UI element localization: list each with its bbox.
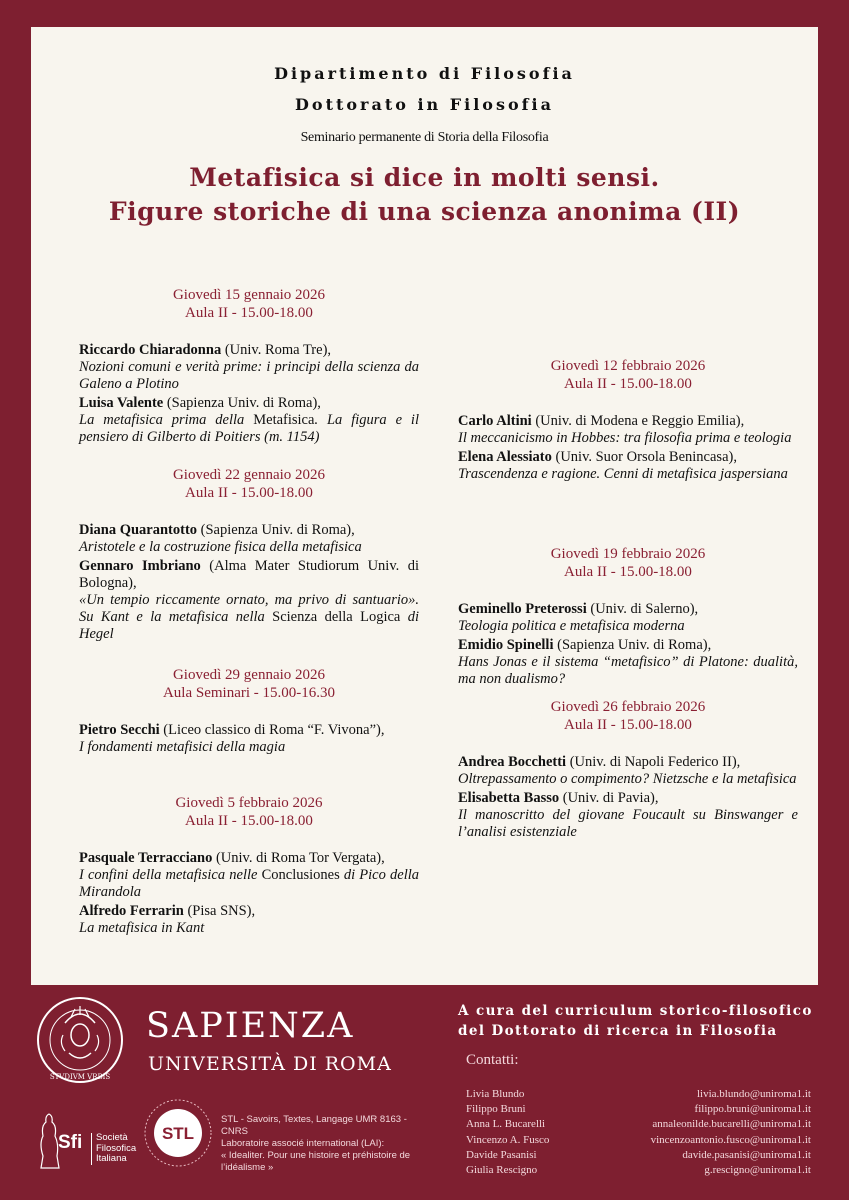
seminar-subtitle: Seminario permanente di Storia della Filosofia (300, 130, 549, 145)
talk-title: Trascendenza e ragione. Cenni di metafisica jaspersiana (458, 466, 788, 482)
contacts-list (466, 1087, 811, 1178)
session-room: Aula II - 15.00-18.00 (185, 813, 313, 829)
contact-email[interactable]: livia.blundo@uniroma1.it (696, 1088, 811, 1100)
sapienza-emblem-icon (35, 995, 125, 1085)
session-12-febbraio (458, 357, 798, 483)
contact-name: Davide Pasanisi (466, 1148, 537, 1161)
session-26-febbraio (458, 698, 798, 841)
contact-row (466, 1148, 811, 1163)
contact-email[interactable]: annaleonilde.bucarelli@uniroma1.it (652, 1118, 811, 1131)
contact-email[interactable]: g.rescigno@uniroma1.it (704, 1164, 811, 1177)
speaker-affiliation: (Univ. di Modena e Reggio Emilia), (531, 413, 745, 429)
speaker-affiliation: (Pisa SNS), (183, 903, 256, 919)
contact-name: Livia Blundo (466, 1088, 525, 1100)
curated-line: A cura del curriculum storico-filosofico (458, 1003, 813, 1019)
session-5-febbraio (79, 794, 419, 937)
session-date: Giovedì 15 gennaio 2026 (172, 287, 326, 303)
contact-email[interactable]: vincenzoantonio.fusco@uniroma1.it (650, 1133, 811, 1146)
speaker-name: Alfredo Ferrarin (79, 903, 184, 919)
session-date: Giovedì 19 febbraio 2026 (550, 546, 706, 562)
talk-title: Hans Jonas e il sistema “metafisico” di Platone: dualità, ma non dualismo? (458, 654, 798, 687)
talk-title: Nozioni comuni e verità prime: i principi della scienza da Galeno a Plotino (79, 359, 419, 392)
emblem-motto: STVDIVM VRBIS (49, 1073, 111, 1081)
department-heading: Dipartimento di Filosofia (274, 64, 575, 83)
speaker-affiliation: (Univ. Suor Orsola Benincasa), (551, 449, 737, 465)
talk-entry (79, 522, 419, 556)
session-22-gennaio (79, 466, 419, 643)
talk-entry (79, 342, 419, 393)
speaker-affiliation: (Univ. di Salerno), (586, 601, 699, 617)
speaker-name: Andrea Bocchetti (458, 754, 567, 770)
speaker-name: Diana Quarantotto (79, 522, 198, 538)
speaker-name: Geminello Preterossi (458, 601, 587, 617)
contact-name: Anna L. Bucarelli (466, 1118, 546, 1131)
talk-entry (458, 754, 798, 788)
session-room: Aula II - 15.00-18.00 (185, 485, 313, 501)
talk-title: I confini della metafisica nelle Conclusiones di Pico della Mirandola (79, 867, 420, 900)
contact-row (466, 1117, 811, 1132)
session-15-gennaio (79, 286, 419, 446)
stl-description: STL - Savoirs, Textes, Langage UMR 8163 - CNRS Laboratoire associé international (LAI): « Idealiter. Pour une histoire et préhistoire de l’idéalisme » (221, 1114, 411, 1173)
session-room: Aula II - 15.00-18.00 (564, 717, 692, 733)
session-room: Aula II - 15.00-18.00 (564, 376, 692, 392)
stl-logo-icon (143, 1098, 213, 1168)
stl-logo-abbr: STL (161, 1124, 195, 1143)
session-date: Giovedì 26 febbraio 2026 (550, 699, 706, 715)
curated-line: del Dottorato di ricerca in Filosofia (458, 1023, 778, 1039)
speaker-name: Pasquale Terracciano (79, 850, 213, 866)
speaker-name: Elena Alessiato (458, 449, 552, 465)
sfi-logo-abbr: Sfi (58, 1132, 83, 1153)
contact-row (466, 1163, 811, 1178)
session-room: Aula II - 15.00-18.00 (185, 305, 313, 321)
main-panel (31, 27, 818, 985)
speaker-name: Gennaro Imbriano (79, 558, 201, 574)
talk-title: La metafisica in Kant (79, 920, 205, 936)
contact-row (466, 1087, 811, 1102)
session-date: Giovedì 12 febbraio 2026 (550, 358, 706, 374)
university-name: SAPIENZA (146, 1006, 355, 1046)
talk-title: «Un tempio riccamente ornato, ma privo di santuario». Su Kant e la metafisica nella Scienza della Logica di Hegel (79, 592, 419, 642)
session-date: Giovedì 5 febbraio 2026 (175, 795, 323, 811)
university-subtitle: UNIVERSITÀ DI ROMA (148, 1053, 392, 1075)
talk-title: Teologia politica e metafisica moderna (458, 618, 685, 634)
event-title-line2: Figure storiche di una scienza anonima (II) (108, 197, 741, 226)
session-room: Aula Seminari - 15.00-16.30 (162, 685, 336, 701)
talk-entry (458, 637, 798, 688)
speaker-affiliation: (Univ. di Roma Tor Vergata), (212, 850, 385, 866)
talk-entry (79, 850, 419, 901)
talk-entry (458, 601, 798, 635)
event-title-line1: Metafisica si dice in molti sensi. (189, 163, 660, 192)
talk-title: Aristotele e la costruzione fisica della metafisica (79, 539, 362, 555)
speaker-affiliation: (Alma Mater Studiorum Univ. di Bologna), (79, 558, 419, 591)
contact-email[interactable]: davide.pasanisi@uniroma1.it (682, 1148, 811, 1161)
talk-title: Il manoscritto del giovane Foucault su Binswanger e l’analisi esistenziale (458, 807, 798, 840)
talk-entry (79, 558, 419, 643)
talk-title: Il meccanicismo in Hobbes: tra filosofia prima e teologia (458, 430, 792, 446)
talk-title: Oltrepassamento o compimento? Nietzsche e la metafisica (458, 771, 797, 787)
talk-entry (79, 395, 419, 446)
session-date: Giovedì 22 gennaio 2026 (172, 467, 326, 483)
speaker-affiliation: (Univ. di Napoli Federico II), (566, 754, 741, 770)
speaker-affiliation: (Univ. di Pavia), (559, 790, 659, 806)
session-date: Giovedì 29 gennaio 2026 (172, 667, 326, 683)
speaker-name: Elisabetta Basso (458, 790, 560, 806)
talk-entry (79, 903, 419, 937)
speaker-name: Riccardo Chiaradonna (79, 342, 222, 358)
session-room: Aula II - 15.00-18.00 (564, 564, 692, 580)
contact-row (466, 1102, 811, 1117)
speaker-name: Carlo Altini (458, 413, 532, 429)
talk-title: La metafisica prima della Metafisica. La figura e il pensiero di Gilberto di Poitiers (m. 1154) (79, 412, 419, 445)
talk-entry (458, 790, 798, 841)
speaker-affiliation: (Sapienza Univ. di Roma), (553, 637, 712, 653)
speaker-affiliation: (Liceo classico di Roma “F. Vivona”), (159, 722, 385, 738)
session-19-febbraio (458, 545, 798, 688)
contacts-label: Contatti: (466, 1052, 519, 1068)
contact-email[interactable]: filippo.bruni@uniroma1.it (694, 1103, 811, 1116)
contact-name: Filippo Bruni (466, 1103, 526, 1116)
talk-title: I fondamenti metafisici della magia (79, 739, 286, 755)
speaker-affiliation: (Sapienza Univ. di Roma), (163, 395, 321, 411)
contact-name: Giulia Rescigno (466, 1164, 538, 1177)
contact-name: Vincenzo A. Fusco (466, 1133, 550, 1146)
speaker-affiliation: (Univ. Roma Tre), (221, 342, 332, 358)
curated-by (458, 1001, 828, 1041)
doctorate-heading: Dottorato in Filosofia (295, 95, 554, 114)
talk-entry (458, 413, 798, 447)
talk-entry (79, 722, 419, 756)
contact-row (466, 1133, 811, 1148)
speaker-name: Luisa Valente (79, 395, 164, 411)
sfi-logo-text: Società Filosofica Italiana (91, 1133, 136, 1165)
speaker-affiliation: (Sapienza Univ. di Roma), (197, 522, 355, 538)
speaker-name: Emidio Spinelli (458, 637, 554, 653)
talk-entry (458, 449, 798, 483)
speaker-name: Pietro Secchi (79, 722, 160, 738)
session-29-gennaio (79, 666, 419, 756)
